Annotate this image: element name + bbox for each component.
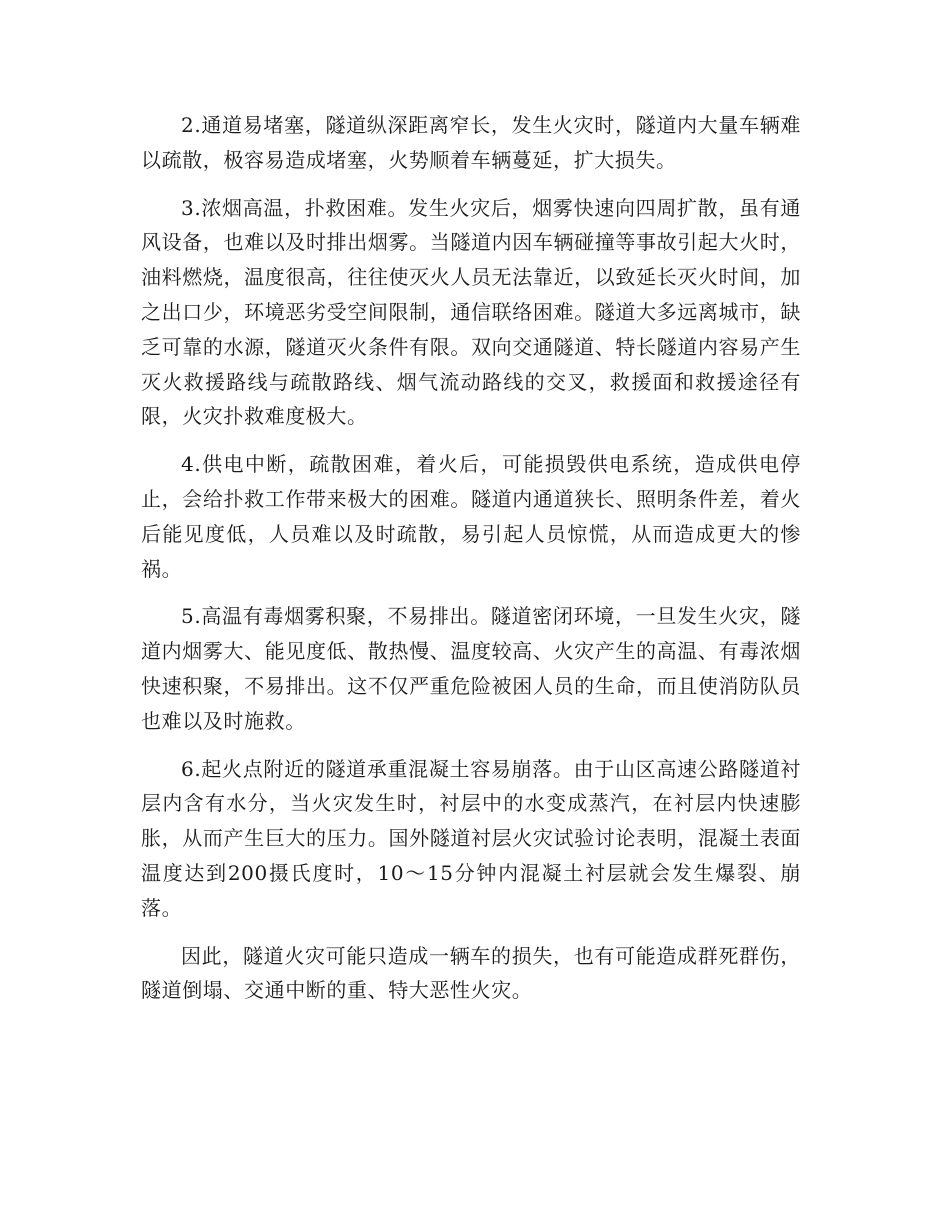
paragraph-blocked-passage: 2.通道易堵塞，隧道纵深距离窄长，发生火灾时，隧道内大量车辆难以疏散，极容易造成堵塞，火势顺着车辆蔓延，扩大损失。	[141, 113, 801, 172]
paragraph-power-outage: 4.供电中断，疏散困难，着火后，可能损毁供电系统，造成供电停止，会给扑救工作带来极大的困难。隧道内通道狭长、照明条件差，着火后能见度低，人员难以及时疏散，易引起人员惊慌，从而造成更大的惨祸。	[141, 452, 801, 581]
paragraph-conclusion: 因此，隧道火灾可能只造成一辆车的损失，也有可能造成群死群伤，隧道倒塌、交通中断的重、特大恶性火灾。	[141, 943, 801, 1003]
paragraph-toxic-smoke: 5.高温有毒烟雾积聚，不易排出。隧道密闭环境，一旦发生火灾，隧道内烟雾大、能见度低、散热慢、温度较高、火灾产生的高温、有毒浓烟快速积聚，不易排出。这不仅严重危险被困人员的生命，而且使消防队员也难以及时施救。	[141, 604, 801, 733]
paragraph-concrete-spalling: 6.起火点附近的隧道承重混凝土容易崩落。由于山区高速公路隧道衬层内含有水分，当火灾发生时，衬层中的水变成蒸汽，在衬层内快速膨胀，从而产生巨大的压力。国外隧道衬层火灾试验讨论表明，混凝土表面温度达到200摄氏度时，10～15分钟内混凝土衬层就会发生爆裂、崩落。	[141, 756, 801, 920]
paragraph-smoke-heat: 3.浓烟高温，扑救困难。发生火灾后，烟雾快速向四周扩散，虽有通风设备，也难以及时排出烟雾。当隧道内因车辆碰撞等事故引起大火时，油料燃烧，温度很高，往往使灭火人员无法靠近，以致延长灭火时间，加之出口少，环境恶劣受空间限制，通信联络困难。隧道大多远离城市，缺乏可靠的水源，隧道灭火条件有限。双向交通隧道、特长隧道内容易产生灭火救援路线与疏散路线、烟气流动路线的交叉，救援面和救援途径有限，火灾扑救难度极大。	[141, 195, 801, 429]
document-body	[141, 108, 801, 1021]
